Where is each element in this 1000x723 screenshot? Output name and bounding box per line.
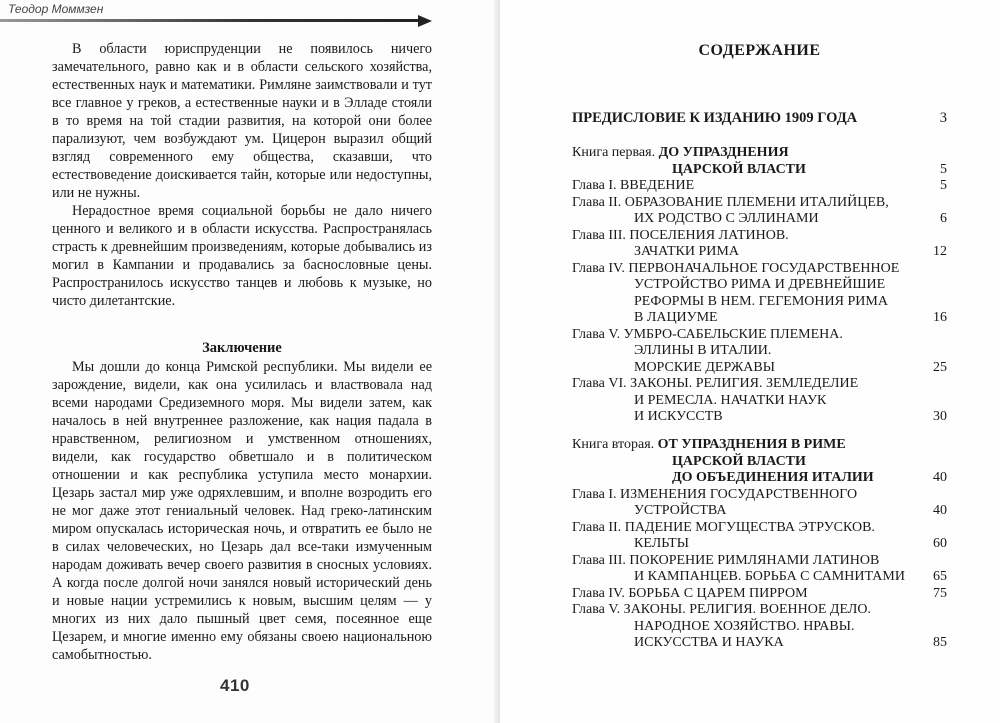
toc-chapter-line: Глава III. ПОСЕЛЕНИЯ ЛАТИНОВ. [572,227,789,243]
body-text-block-2 [52,358,432,664]
toc-book-heading [572,437,947,487]
toc-chapter-line: Глава I. ВВЕДЕНИЕ [572,178,695,193]
paragraph: Мы дошли до конца Римской республики. Мы видели ее зарождение, видели, как она усилилась и властвовала над всеми народами Средиземного моря. Мы видели затем, как началось в ней внутреннее разложение, как нация падала в нравственном, религиозном и умственном отношениях, видели, как государство обветшало и в политическом отношении и как республика уступила место монархии. Цезарь застал мир уже одряхлевшим, и вполне возродить его не мог даже этот гениальный человек. Над греко-латинским миром опускалась историческая ночь, и отвратить ее было не в силах человеческих, но Цезарь дал все-таки измученным народам доживать вечер своего развития в сносных условиях. А когда после долгой ночи занялся новый исторический день и новые нации устремились к новым, высшим целям — у многих из них дало пышный цвет семя, посеянное еще Цезарем, и многие именно ему обязаны своею национальною самобытностью. [52,359,432,663]
toc-entry-page: 30 [933,409,947,424]
header-rule [0,19,420,22]
header-arrow-icon [418,15,432,27]
toc-chapter-line: И РЕМЕСЛА. НАЧАТКИ НАУК [634,392,827,408]
toc-entry-page: 5 [940,178,947,193]
body-text-block-1 [52,40,432,310]
toc-chapter-line: Глава IV. ПЕРВОНАЧАЛЬНОЕ ГОСУДАРСТВЕННОЕ [572,260,900,276]
toc-entry-page: 25 [933,359,947,375]
toc-chapter-line: Глава V. УМБРО-САБЕЛЬСКИЕ ПЛЕМЕНА. [572,326,843,342]
toc-chapter-line: УСТРОЙСТВА [634,503,727,518]
toc-chapter-entry [572,586,947,603]
toc-entry-page: 40 [933,503,947,518]
paragraph: Нерадостное время социальной борьбы не дало ничего ценного и великого и в области искусства. Распространялась страсть к древнейшим произведениям, которые добывались из могил в Кампании и продавались за баснословные цены. Распространилось искусство танцев и любовь к музыке, но чисто дилетантские. [52,203,432,309]
toc-chapter-entry [572,520,947,553]
toc-book-2 [572,437,947,652]
toc-chapter-line: И ИСКУССТВ [634,409,723,424]
toc-chapter-entry [572,327,947,377]
toc-entry-page: 3 [939,110,947,126]
toc-book-title: ОТ УПРАЗДНЕНИЯ В РИМЕ [657,437,846,452]
toc-chapter-line: Глава II. ПАДЕНИЕ МОГУЩЕСТВА ЭТРУСКОВ. [572,519,875,535]
toc-chapter-line: НАРОДНОЕ ХОЗЯЙСТВО. НРАВЫ. [634,618,855,634]
toc-entry-page: 65 [933,569,947,584]
toc-chapter-line: Глава I. ИЗМЕНЕНИЯ ГОСУДАРСТВЕННОГО [572,486,858,502]
toc-book-prefix: Книга вторая. [572,437,655,452]
toc-entry-page: 6 [940,211,947,226]
toc-chapter-line: ИХ РОДСТВО С ЭЛЛИНАМИ [634,211,819,226]
toc-chapter-entry [572,553,947,586]
toc-book-prefix: Книга первая. [572,145,656,160]
toc-title: СОДЕРЖАНИЕ [698,42,821,59]
toc-book-title: ДО ОБЪЕДИНЕНИЯ ИТАЛИИ [672,470,874,485]
toc-chapter-line: И КАМПАНЦЕВ. БОРЬБА С САМНИТАМИ [634,569,905,584]
toc-chapter-line: Глава VI. ЗАКОНЫ. РЕЛИГИЯ. ЗЕМЛЕДЕЛИЕ [572,376,859,391]
toc-entry-page: 75 [933,585,947,601]
toc-book-1 [572,145,947,426]
toc-book-title: ЦАРСКОЙ ВЛАСТИ [672,161,806,177]
running-title: Теодор Моммзен [8,2,104,16]
toc-chapter-list [572,178,947,426]
toc-entry-page: 60 [933,536,947,551]
toc-chapter-line: Глава IV. БОРЬБА С ЦАРЕМ ПИРРОМ [572,585,808,601]
toc-book-title: ЦАРСКОЙ ВЛАСТИ [672,453,806,469]
toc-chapter-line: Глава V. ЗАКОНЫ. РЕЛИГИЯ. ВОЕННОЕ ДЕЛО. [572,602,871,617]
toc-entry-label: ПРЕДИСЛОВИЕ К ИЗДАНИЮ 1909 ГОДА [572,110,858,126]
section-heading: Заключение [202,340,282,356]
toc-chapter-entry [572,178,947,195]
toc-chapter-entry [572,195,947,228]
toc-chapter-entry [572,228,947,261]
toc-chapter-line: Глава II. ОБРАЗОВАНИЕ ПЛЕМЕНИ ИТАЛИЙЦЕВ, [572,194,889,210]
toc-chapter-entry [572,487,947,520]
toc-book-heading [572,145,947,178]
toc-entry [572,110,947,127]
toc-preface [572,110,947,127]
toc-chapter-line: РЕФОРМЫ В НЕМ. ГЕГЕМОНИЯ РИМА [634,293,888,309]
toc-entry-page: 5 [940,161,947,177]
toc-chapter-line: ЭЛЛИНЫ В ИТАЛИИ. [634,343,772,358]
toc-chapter-line: Глава III. ПОКОРЕНИЕ РИМЛЯНАМИ ЛАТИНОВ [572,552,880,568]
toc-chapter-entry [572,602,947,652]
toc-chapter-line: ЗАЧАТКИ РИМА [634,244,739,259]
toc-chapter-line: МОРСКИЕ ДЕРЖАВЫ [634,359,775,375]
toc-chapter-entry [572,261,947,327]
toc-entry-page: 16 [933,310,947,325]
toc-chapter-line: УСТРОЙСТВО РИМА И ДРЕВНЕЙШИЕ [634,277,886,292]
toc-entry-page: 12 [933,244,947,259]
toc-book-title: ДО УПРАЗДНЕНИЯ [658,145,789,160]
toc-chapter-list [572,487,947,652]
toc-chapter-line: КЕЛЬТЫ [634,536,689,551]
toc-chapter-line: В ЛАЦИУМЕ [634,310,718,325]
toc-chapter-entry [572,376,947,426]
paragraph: В области юриспруденции не появилось ничего замечательного, равно как и в области сельского хозяйства, естественных наук и математики. Римляне заимствовали и тут все главное у греков, а естественные науки и в Элладе стояли в то время на той стадии развития, на которой они более парализуют, чем возбуждают ум. Цицерон выразил общий взгляд современного ему общества, сказавши, что естествоведение доискивается тайн, которые или недоступны, или не нужны. [52,41,432,201]
toc-chapter-line: ИСКУССТВА И НАУКА [634,635,784,650]
page-number: 410 [220,676,250,695]
toc-entry-page: 85 [933,635,947,650]
toc-entry-page: 40 [933,470,947,485]
